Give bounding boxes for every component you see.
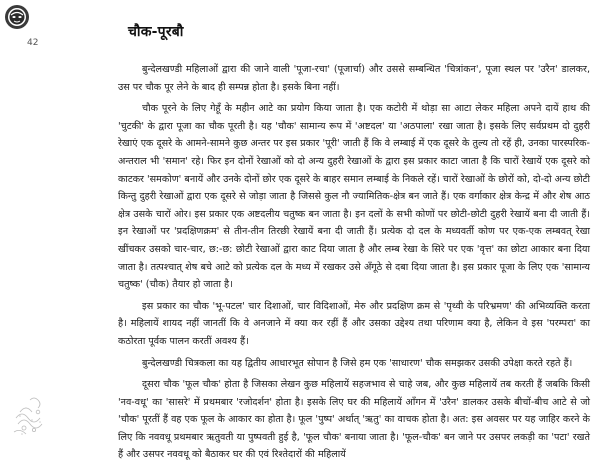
paragraph-phool-chauk: दूसरा चौक 'फूल चौक' होता है जिसका लेखन कुछ महिलायें सहजभाव से चाहे जब, और कुछ महिलायें तब करती हैं जबकि किसी 'नव-वधू' का 'सासरे' में प्रथमबार 'रजोदर्शन' होता है। इसके लिए घर की महिलायें आँगन में 'उरैन' डालकर उसके बीचों-बीच आटे से जो 'चौक' पूरतीं हैं वह एक फूल के आकार का होता है। फूल 'पुष्प' अर्थात् 'ऋतु' का वाचक होता है। अत: इस अवसर पर यह जाहिर करने के लिए कि नववधू प्रथमबार ऋतुवती या पुष्पवती हुई है, 'फूल चौक' बनाया जाता है। 'फूल-चौक' बन जाने पर उसपर लकड़ी का 'पटा' रखते हैं और उसपर नववधू को बैठाकर घर की एवं रिश्तेदारों की महिलायें (118, 379, 590, 461)
paragraph-intro: बुन्देलखण्डी महिलाओं द्वारा की जाने वाली 'पूजा-रचा' (पूजार्चा) और उससे सम्बन्धित 'चित्रांकन', पूजा स्थल पर 'उरैन' डालकर, उस पर चौक पूर लेने के बाद ही सम्पन्न होता है। इसके बिना नहीं। (118, 64, 590, 93)
paragraph-chauk-method: चौक पूरने के लिए गेहूँ के महीन आटे का प्रयोग किया जाता है। एक कटोरी में थोड़ा सा आटा लेकर महिला अपने दायें हाथ की 'चुटकी' के द्वारा पूजा का चौक पूरती है। यह 'चौक' सामान्य रूप में 'अष्टदल' या 'अठपाला' रखा जाता है। इसके लिए सर्वप्रथम दो दुहरी रेखाएं एक दूसरे के आमने-सामने कुछ अन्तर पर इस प्रकार 'पूरी' जाती हैं कि वे लम्बाई में एक दूसरे के तुल्य तो रहें ही, उनका पारस्परिक-अन्तराल भी 'समान' रहे। फिर इन दोनों रेखाओं को दो अन्य दुहरी रेखाओं के द्वारा इस प्रकार काटा जाता है कि चारों रेखायें एक दूसरे को काटकर 'समकोण' बनायें और उनके दोनों छोर एक दूसरे के बाहर समान लम्बाई के निकले रहें। चारों रेखाओं के छोरों को, दो-दो अन्य छोटी किन्तु दुहरी रेखाओं द्वारा एक दूसरे से जोड़ा जाता है जिससे कुल नौ ज्यामितिक-क्षेत्र बन जाते हैं। एक वर्गाकार क्षेत्र केन्द्र में और शेष आठ क्षेत्र उसके चारों ओर। इस प्रकार एक अष्टदलीय चतुष्क बन जाता है। इन दलों के सभी कोणों पर छोटी-छोटी दुहरी रेखायें बना दी जाती हैं। इन रेखाओं पर 'प्रदक्षिणक्रम' से तीन-तीन तिरछी रेखायें बना दी जाती हैं। प्रत्येक दो दल के मध्यवर्ती कोण पर एक-एक लम्बवत् रेखा खींचकर उसको चार-चार, छ:-छ: छोटी रेखाओं द्वारा काट दिया जाता है और लम्ब रेखा के सिरे पर एक 'वृत्त' का छोटा आकार बना दिया जाता है। तत्पश्चात् शेष बचे आटे को प्रत्येक दल के मध्य में रखकर उसे अँगूठे से दबा दिया जाता है। इस प्रकार पूजा के लिए एक 'सामान्य चतुष्क' (चौक) तैयार हो जाता है। (118, 103, 590, 291)
floral-rangoli-icon (12, 388, 46, 438)
page-number: 42 (27, 38, 39, 48)
paragraph-bhu-patal: इस प्रकार का चौक 'भू-पटल' चार दिशाओं, चार विदिशाओं, मेरु और प्रदक्षिण क्रम से 'पृथ्वी के परिभ्रमण' की अभिव्यक्ति करता है। महिलायें शायद नहीं जानतीं कि वे अनजाने में क्या कर रहीं हैं और उसका उद्देश्य तथा परिणाम क्या है, लेकिन वे इस 'परम्परा' का कठोरता पूर्वक पालन करतीं अवश्य हैं। (118, 300, 590, 347)
paragraph-second-step: बुन्देलखण्डी चित्रकला का यह द्वितीय आधारभूत सोपान है जिसे हम एक 'साधारण' चौक समझकर उसकी उपेक्षा करते रहते हैं। (142, 357, 573, 369)
document-body (118, 22, 590, 468)
left-margin (0, 0, 48, 458)
page-title: चौक-पूरबौ (128, 24, 184, 40)
sun-face-logo-icon (4, 4, 30, 30)
